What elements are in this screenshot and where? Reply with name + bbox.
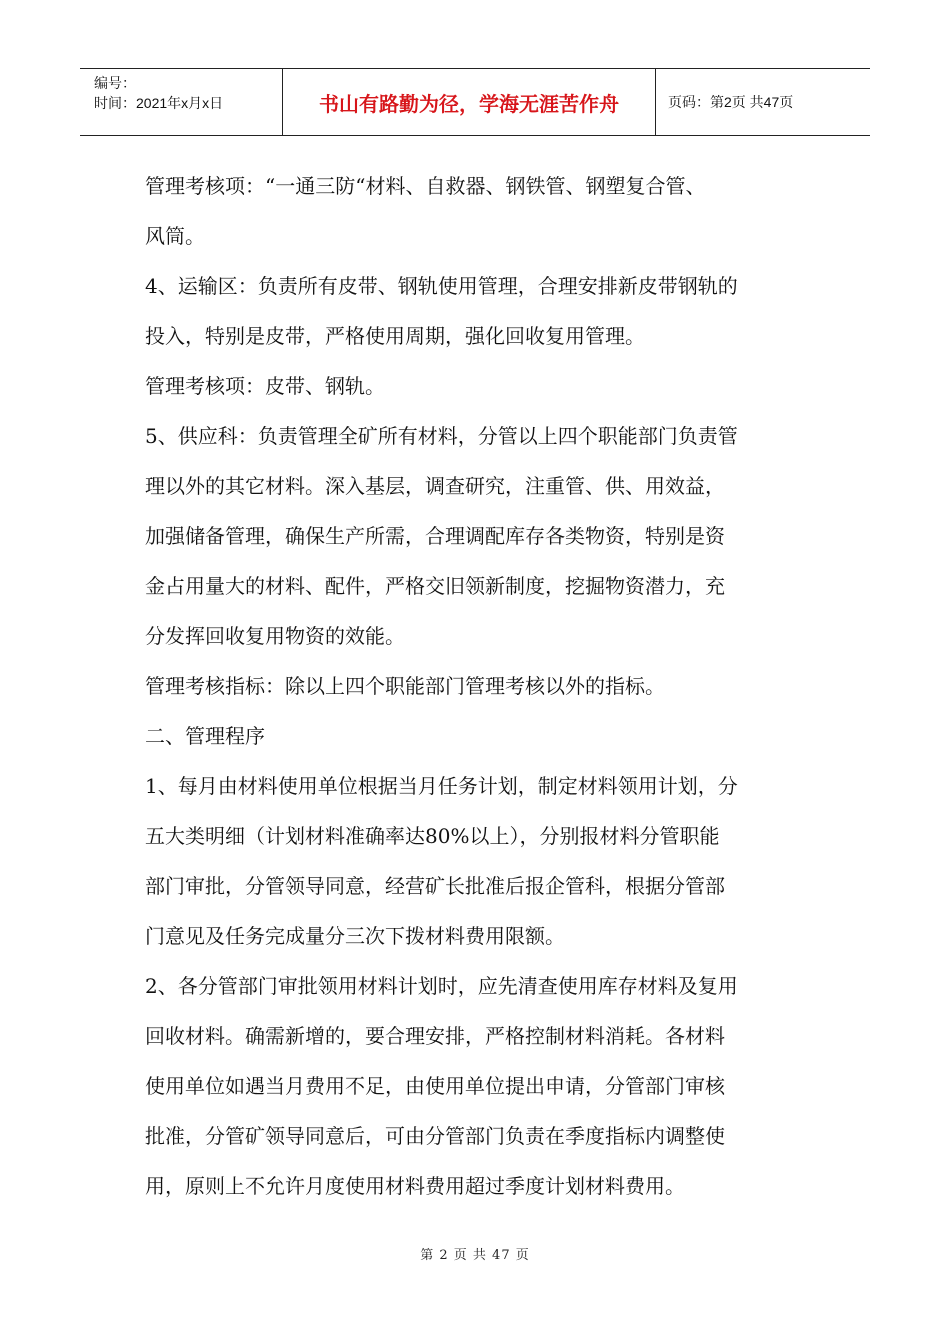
body-line: 风筒。: [145, 224, 205, 248]
body-line: 批准，分管矿领导同意后，可由分管部门负责在季度指标内调整使: [145, 1124, 725, 1148]
body-line: 2、各分管部门审批领用材料计划时，应先清查使用库存材料及复用: [145, 974, 738, 998]
body-line: 使用单位如遇当月费用不足，由使用单位提出申请，分管部门审核: [145, 1074, 725, 1098]
body-line: 五大类明细（计划材料准确率达80%以上），分别报材料分管职能: [145, 824, 720, 848]
body-line: 管理考核指标：除以上四个职能部门管理考核以外的指标。: [145, 674, 665, 698]
body-line: 理以外的其它材料。深入基层，调查研究，注重管、供、用效益，: [145, 474, 725, 498]
section-heading: 二、管理程序: [145, 724, 265, 748]
document-body: [145, 161, 815, 1211]
body-line: 分发挥回收复用物资的效能。: [145, 624, 405, 648]
body-line: 5、供应科：负责管理全矿所有材料，分管以上四个职能部门负责管: [145, 424, 738, 448]
body-line: 投入，特别是皮带，严格使用周期，强化回收复用管理。: [145, 324, 645, 348]
body-line: 回收材料。确需新增的，要合理安排，严格控制材料消耗。各材料: [145, 1024, 725, 1048]
body-line: 金占用量大的材料、配件，严格交旧领新制度，挖掘物资潜力，充: [145, 574, 725, 598]
body-line: 门意见及任务完成量分三次下拨材料费用限额。: [145, 924, 565, 948]
body-line: 管理考核项：“一通三防“材料、自救器、钢铁管、钢塑复合管、: [145, 174, 706, 198]
document-header: [80, 68, 870, 136]
header-motto: 书山有路勤为径，学海无涯苦作舟: [282, 69, 656, 135]
body-line: 加强储备管理，确保生产所需，合理调配库存各类物资，特别是资: [145, 524, 725, 548]
body-line: 部门审批，分管领导同意，经营矿长批准后报企管科，根据分管部: [145, 874, 725, 898]
body-line: 1、每月由材料使用单位根据当月任务计划，制定材料领用计划，分: [145, 774, 738, 798]
header-meta: [80, 69, 282, 135]
body-line: 用，原则上不允许月度使用材料费用超过季度计划材料费用。: [145, 1174, 685, 1198]
date-label: 时间：2021年x月x日: [94, 95, 224, 111]
body-line: 4、运输区：负责所有皮带、钢轨使用管理，合理安排新皮带钢轨的: [145, 274, 738, 298]
body-line: 管理考核项：皮带、钢轨。: [145, 374, 385, 398]
number-label: 编号：: [94, 75, 136, 91]
header-page-info: 页码：第2页 共47页: [668, 94, 794, 110]
page-footer: 第 2 页 共 47 页: [420, 1248, 530, 1263]
